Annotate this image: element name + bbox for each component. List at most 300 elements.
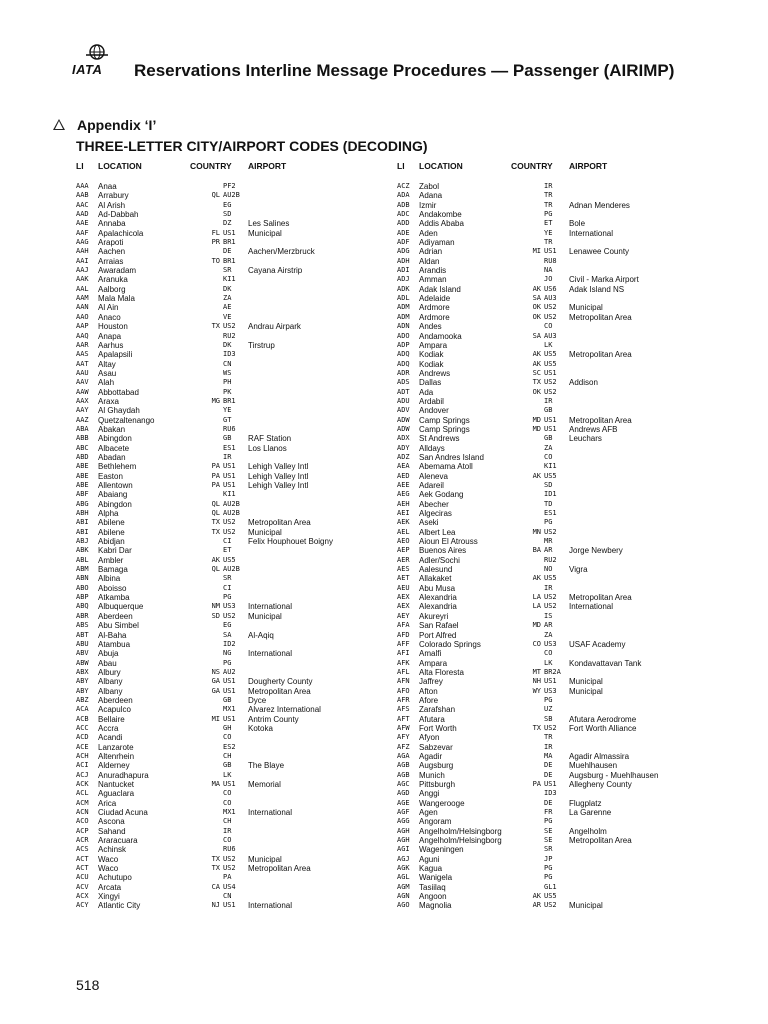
code-cell: ADS [397,378,410,387]
code-cell: AEI [397,509,410,518]
location-cell: Kabri Dar [98,546,132,556]
location-cell: Asau [98,368,117,378]
header-country: COUNTRY [511,161,553,171]
airport-cell: Adnan Menderes [569,200,630,210]
table-row [76,322,406,331]
code-cell: ACY [76,901,89,910]
state-cell: MD [532,424,541,433]
location-cell: Waco [98,854,119,864]
code-cell: ADA [397,191,410,200]
state-cell: MG [211,396,220,405]
country-cell: AU3 [544,331,557,340]
country-cell: BR2A [544,667,561,676]
state-cell: LA [532,602,541,611]
location-cell: Angelholm/Helsingborg [419,836,502,846]
table-row [397,696,727,705]
airport-cell: Tirstrup [248,340,275,350]
country-cell: DE [544,770,553,779]
country-cell: ZA [544,443,553,452]
country-cell: US1 [223,686,236,695]
location-cell: Ardabil [419,396,444,406]
airport-cell: Kotoka [248,723,273,733]
code-cell: AAH [76,247,89,256]
country-cell: US2 [544,527,557,536]
location-cell: Sabzevar [419,742,453,752]
state-cell: NM [211,602,220,611]
header-li: LI [397,161,405,171]
table-row [76,864,406,873]
country-cell: AE [223,303,232,312]
table-row [397,490,727,499]
code-cell: AEO [397,537,410,546]
location-cell: Ardmore [419,303,450,313]
country-cell: AU2B [223,565,240,574]
location-cell: Aberdeen [98,695,133,705]
airport-cell: Metropolitan Area [248,864,311,874]
airport-cell: The Blaye [248,761,285,771]
location-cell: Alderney [98,761,130,771]
code-cell: AEE [397,481,410,489]
country-cell: US5 [544,350,557,359]
code-cell: ABJ [76,537,89,546]
location-cell: Alexandria [419,602,457,612]
code-cell: AEL [397,527,410,536]
state-cell: MI [211,714,220,723]
airport-cell: Augsburg - Muehlhausen [569,770,659,780]
country-cell: DE [544,761,553,770]
table-row [397,332,727,341]
country-cell: US1 [223,462,236,471]
table-row [76,378,406,387]
airport-cell: Afutara Aerodrome [569,714,637,724]
code-cell: AGH [397,836,410,845]
location-cell: Albina [98,574,121,584]
location-cell: Aleneva [419,471,448,481]
table-row [397,397,727,406]
code-cell: AAY [76,406,89,415]
table-row [76,509,406,518]
country-cell: US3 [544,686,557,695]
airport-cell: Antrim County [248,714,299,724]
state-cell: SA [532,331,541,340]
location-cell: Angoram [419,817,452,827]
location-cell: Aden [419,228,438,238]
country-cell: US1 [544,780,557,788]
code-cell: ABN [76,574,89,583]
country-cell: AU2 [223,667,236,676]
code-cell: AAV [76,378,89,387]
location-cell: Albacete [98,443,130,453]
location-cell: Pittsburgh [419,780,456,789]
code-cell: ABR [76,611,89,620]
table-row [397,780,727,789]
location-cell: Abidjan [98,537,125,547]
code-cell: AEG [397,490,410,499]
location-cell: Amman [419,275,447,285]
location-cell: Abilene [98,527,125,537]
code-cell: ADK [397,284,410,293]
airport-cell: Andrau Airpark [248,322,301,332]
airport-cell: Dyce [248,695,267,705]
location-cell: Tasiilaq [419,882,446,892]
table-row [397,864,727,873]
country-cell: US1 [223,677,236,686]
country-cell: ZA [223,294,232,303]
location-cell: Kodiak [419,350,444,360]
code-cell: ADE [397,228,410,237]
airport-cell: International [569,602,614,612]
country-cell: ZA [544,630,553,639]
country-cell: CO [544,322,553,331]
airport-cell: Lehigh Valley Intl [248,462,309,472]
code-cell: AGE [397,798,410,807]
location-cell: Ambler [98,555,124,565]
location-cell: Abecher [419,499,449,509]
table-row [76,257,406,266]
code-cell: ADU [397,396,410,405]
country-cell: AR [544,621,553,630]
country-cell: ES1 [223,443,236,452]
location-cell: Apalachicola [98,228,144,238]
code-cell: AED [397,471,410,480]
table-row [76,780,406,789]
location-cell: Arcata [98,882,122,892]
location-cell: Bamaga [98,565,128,575]
country-cell: ID2 [223,639,236,648]
country-cell: US2 [223,854,236,863]
location-cell: Aseki [419,518,439,528]
table-row [76,705,406,714]
location-cell: Arraias [98,256,124,266]
code-cell: AES [397,565,410,574]
code-cell: ABX [76,667,89,676]
table-row [76,350,406,359]
code-cell: ADT [397,387,410,396]
location-cell: Abbottabad [98,387,139,397]
table-row [397,416,727,425]
code-cell: AGB [397,770,410,779]
country-cell: US5 [223,555,236,564]
country-cell: AU2B [223,509,240,518]
location-cell: Quetzaltenango [98,415,155,425]
location-cell: Abemama Atoll [419,462,473,472]
state-cell: MN [532,527,541,536]
country-cell: US1 [223,481,236,489]
code-cell: ABC [76,443,89,452]
code-cell: AGG [397,817,410,826]
code-cell: ADB [397,200,410,209]
code-cell: ABV [76,649,89,658]
country-cell: PH [223,378,232,387]
table-row [76,677,406,686]
country-cell: SR [544,845,553,854]
location-cell: Adler/Sochi [419,555,460,565]
code-cell: ADG [397,247,410,256]
country-cell: TR [544,200,553,209]
code-cell: AGD [397,789,410,798]
table-row [76,565,406,574]
table-row [397,883,727,892]
state-cell: QL [211,509,220,518]
country-cell: CO [544,649,553,658]
table-row [76,715,406,724]
table-row [397,584,727,593]
location-cell: Abu Musa [419,583,456,593]
table-row [76,191,406,200]
code-cell: ABH [76,509,89,518]
location-cell: Ad-Dabbah [98,210,139,220]
table-row [76,472,406,481]
code-cell: ABP [76,593,89,602]
table-row [76,649,406,658]
state-cell: AK [532,574,541,583]
country-cell: US2 [544,901,557,910]
location-cell: Abakan [98,424,126,434]
country-cell: GB [223,695,232,704]
airport-cell: Fort Worth Alliance [569,723,637,733]
airport-cell: Kondavattavan Tank [569,658,642,668]
location-cell: Magnolia [419,901,452,911]
column-headers [397,161,727,175]
table-row [397,509,727,518]
table-row [76,574,406,583]
state-cell: PA [211,471,220,480]
table-row [397,771,727,780]
location-cell: Kagua [419,864,443,874]
header-airport: AIRPORT [248,161,287,171]
code-cell: ADC [397,210,410,219]
country-cell: CI [223,537,232,546]
code-cell: AGC [397,780,410,788]
table-row [76,687,406,696]
code-cell: ACX [76,892,89,901]
location-cell: Al Ghaydah [98,406,140,416]
table-row [76,434,406,443]
table-row [76,789,406,798]
table-row [76,238,406,247]
table-row [76,855,406,864]
column-headers [76,161,406,175]
location-cell: Ampara [419,658,448,668]
country-cell: SR [223,574,232,583]
code-cell: AFW [397,723,410,732]
state-cell: SA [532,294,541,303]
table-row [76,219,406,228]
country-cell: ID3 [223,350,236,359]
location-cell: Andamooka [419,331,462,341]
code-cell: ABZ [76,695,89,704]
location-cell: Anuradhapura [98,770,149,780]
table-row [76,416,406,425]
location-cell: Adiyaman [419,238,455,248]
location-cell: Aranuka [98,275,128,285]
location-cell: Jaffrey [419,677,443,687]
country-cell: SE [544,826,553,835]
country-cell: US2 [223,527,236,536]
code-cell: ACT [76,864,89,873]
table-row [76,406,406,415]
code-cell: ADQ [397,359,410,368]
country-cell: US5 [544,471,557,480]
table-row [397,724,727,733]
location-cell: Ampara [419,340,448,350]
code-cell: ABY [76,686,89,695]
table-row [76,771,406,780]
airport-cell: Andrews AFB [569,424,618,434]
country-cell: NA [544,266,553,275]
airport-cell: Metropolitan Area [569,593,632,603]
airport-cell: Dougherty County [248,677,313,687]
table-row [397,453,727,462]
table-row [76,612,406,621]
code-cell: ADR [397,368,410,377]
code-cell: ACJ [76,770,89,779]
table-row [397,855,727,864]
table-row [76,799,406,808]
location-cell: Akureyri [419,611,449,621]
code-cell: ADM [397,303,410,312]
country-cell: CH [223,817,232,826]
table-row [397,556,727,565]
airport-cell: Metropolitan Area [569,312,632,322]
table-row [76,640,406,649]
airport-cell: Metropolitan Area [569,836,632,846]
document-title: Reservations Interline Message Procedures — Passenger (AIRIMP) [134,61,675,80]
table-row [397,546,727,555]
code-cell: ABO [76,583,89,592]
table-row [76,808,406,817]
table-row [397,602,727,611]
table-row [76,546,406,555]
location-cell: Al-Baha [98,630,127,640]
code-cell: AEA [397,462,410,471]
country-cell: US3 [544,639,557,648]
code-cell: AGI [397,845,410,854]
location-cell: Al Arish [98,200,126,210]
table-row [397,836,727,845]
location-cell: Afore [419,695,439,705]
airport-cell: International [248,808,293,818]
location-cell: Afyon [419,733,440,743]
country-cell: YE [223,406,232,415]
table-row [397,350,727,359]
location-cell: Atambua [98,639,131,649]
state-cell: WY [532,686,541,695]
code-cell: ABE [76,471,89,480]
header-location: LOCATION [98,161,142,171]
airport-cell: International [248,901,293,911]
state-cell: OK [532,303,541,312]
country-cell: US1 [544,368,557,377]
code-cell: ACV [76,882,89,891]
rows-right [397,182,727,911]
country-cell: CN [223,359,232,368]
globe-icon [86,44,108,62]
code-cell: AAL [76,284,89,293]
table-row [76,397,406,406]
state-cell: LA [532,593,541,602]
airport-cell: Metropolitan Area [248,686,311,696]
table-row [76,444,406,453]
table-row [397,827,727,836]
location-cell: Agen [419,808,438,818]
code-cell: ADX [397,434,410,443]
location-cell: Accra [98,723,119,733]
iata-logo [72,44,124,80]
location-cell: Wanigela [419,873,453,883]
state-cell: QL [211,565,220,574]
state-cell: AK [532,284,541,293]
table-row [76,873,406,882]
table-row [397,238,727,247]
state-cell: OK [532,312,541,321]
country-cell: RU6 [223,845,236,854]
code-cell: AGM [397,882,410,891]
location-cell: Angoon [419,892,447,902]
table-row [76,294,406,303]
airport-cell: Municipal [248,527,282,537]
table-row [397,201,727,210]
code-cell: ABG [76,499,89,508]
code-cell: ABS [76,621,89,630]
country-cell: IR [223,452,232,461]
state-cell: GA [211,677,220,686]
country-cell: GH [223,723,232,732]
code-cell: AAI [76,256,89,265]
code-cell: AEU [397,583,410,592]
location-cell: Abau [98,658,117,668]
country-cell: DZ [223,219,232,228]
code-cell: ABQ [76,602,89,611]
code-cell: ADO [397,331,410,340]
code-cell: AAX [76,396,89,405]
code-cell: AGF [397,808,410,817]
location-cell: Altenrhein [98,751,135,761]
country-cell: MA [544,751,553,760]
country-cell: GB [223,761,232,770]
state-cell: AR [532,901,541,910]
airport-cell: Flugplatz [569,798,602,808]
country-cell: TD [544,499,553,508]
location-cell: Arapoti [98,238,124,248]
location-cell: Aldan [419,256,440,266]
table-row [397,817,727,826]
header-airport: AIRPORT [569,161,608,171]
code-cell: ABU [76,639,89,648]
country-cell: US4 [223,882,236,891]
code-cell: ACC [76,723,89,732]
code-cell: AFY [397,733,410,742]
location-cell: Abu Simbel [98,621,139,631]
table-row [397,743,727,752]
table-row [397,472,727,481]
location-cell: Port Alfred [419,630,457,640]
code-cell: ABI [76,518,89,527]
code-cell: ADP [397,340,410,349]
table-row [397,537,727,546]
table-row [397,369,727,378]
table-row [76,883,406,892]
code-cell: AAC [76,200,89,209]
airport-cell: International [248,649,293,659]
country-cell: DK [223,284,232,293]
airport-cell: Muehlhausen [569,761,618,771]
code-cell: ADV [397,406,410,415]
code-cell: AFS [397,705,410,714]
country-cell: US1 [544,247,557,256]
table-row [397,388,727,397]
state-cell: BA [532,546,541,555]
